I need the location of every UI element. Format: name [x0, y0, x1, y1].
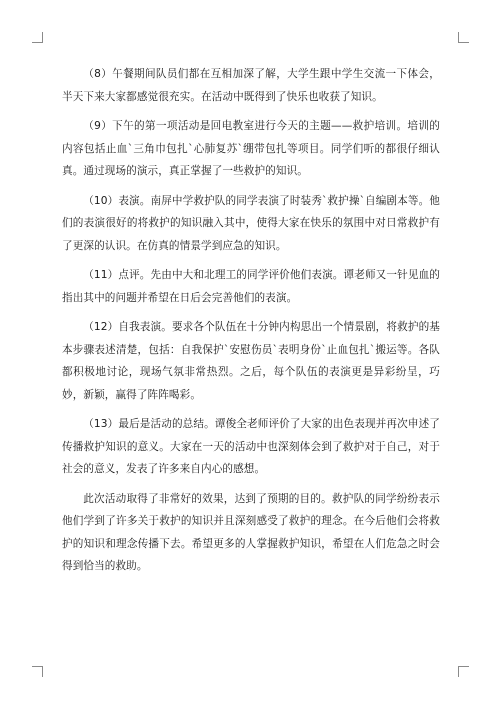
crop-mark-top-right [458, 32, 469, 43]
paragraph-item-13: （13）最后是活动的总结。谭俊全老师评价了大家的出色表现并再次申述了传播救护知识的意义。大家在一天的活动中也深刻体会到了救护对于自己，对于社会的意义，发表了许多来自内心的感想。 [62, 418, 440, 475]
document-body [62, 63, 440, 585]
crop-mark-bottom-right [458, 666, 469, 677]
paragraph-item-11: （11）点评。先由中大和北理工的同学评价他们表演。谭老师又一针见血的指出其中的问题并希望在日后会完善他们的表演。 [62, 269, 440, 304]
crop-mark-bottom-left [32, 666, 43, 677]
paragraph-item-10: （10）表演。南屏中学救护队的同学表演了时装秀`救护操`自编剧本等。他们的表演很好的将救护的知识融入其中，使得大家在快乐的氛围中对日常救护有了更深的认识。在仿真的情景学到应急的知识。 [62, 194, 440, 252]
paragraph-item-12: （12）自我表演。要求各个队伍在十分钟内构思出一个情景剧，将救护的基本步骤表述清楚，包括：自我保护`安慰伤员`表明身份`止血包扎`搬运等。各队都积极地讨论，现场气氛非常热烈。之后，每个队伍的表演更是异彩纷呈，巧妙，新颖，赢得了阵阵喝彩。 [62, 321, 440, 401]
crop-mark-top-left [32, 32, 43, 43]
paragraph-conclusion: 此次活动取得了非常好的效果，达到了预期的目的。救护队的同学纷纷表示他们学到了许多关于救护的知识并且深刻感受了救护的理念。在今后他们会将救护的知识和理念传播下去。希望更多的人掌握救护知识，希望在人们危急之时会得到恰当的救助。 [62, 492, 440, 572]
paragraph-item-9: （9）下午的第一项活动是回电教室进行今天的主题——救护培训。培训的内容包括止血`三角巾包扎`心肺复苏`绷带包扎等项目。同学们听的都很仔细认真。通过现场的演示，真正掌握了一些救护的知识。 [62, 120, 440, 177]
paragraph-item-8: （8）午餐期间队员们都在互相加深了解，大学生跟中学生交流一下体会，半天下来大家都感觉很充实。在活动中既得到了快乐也收获了知识。 [62, 68, 440, 103]
